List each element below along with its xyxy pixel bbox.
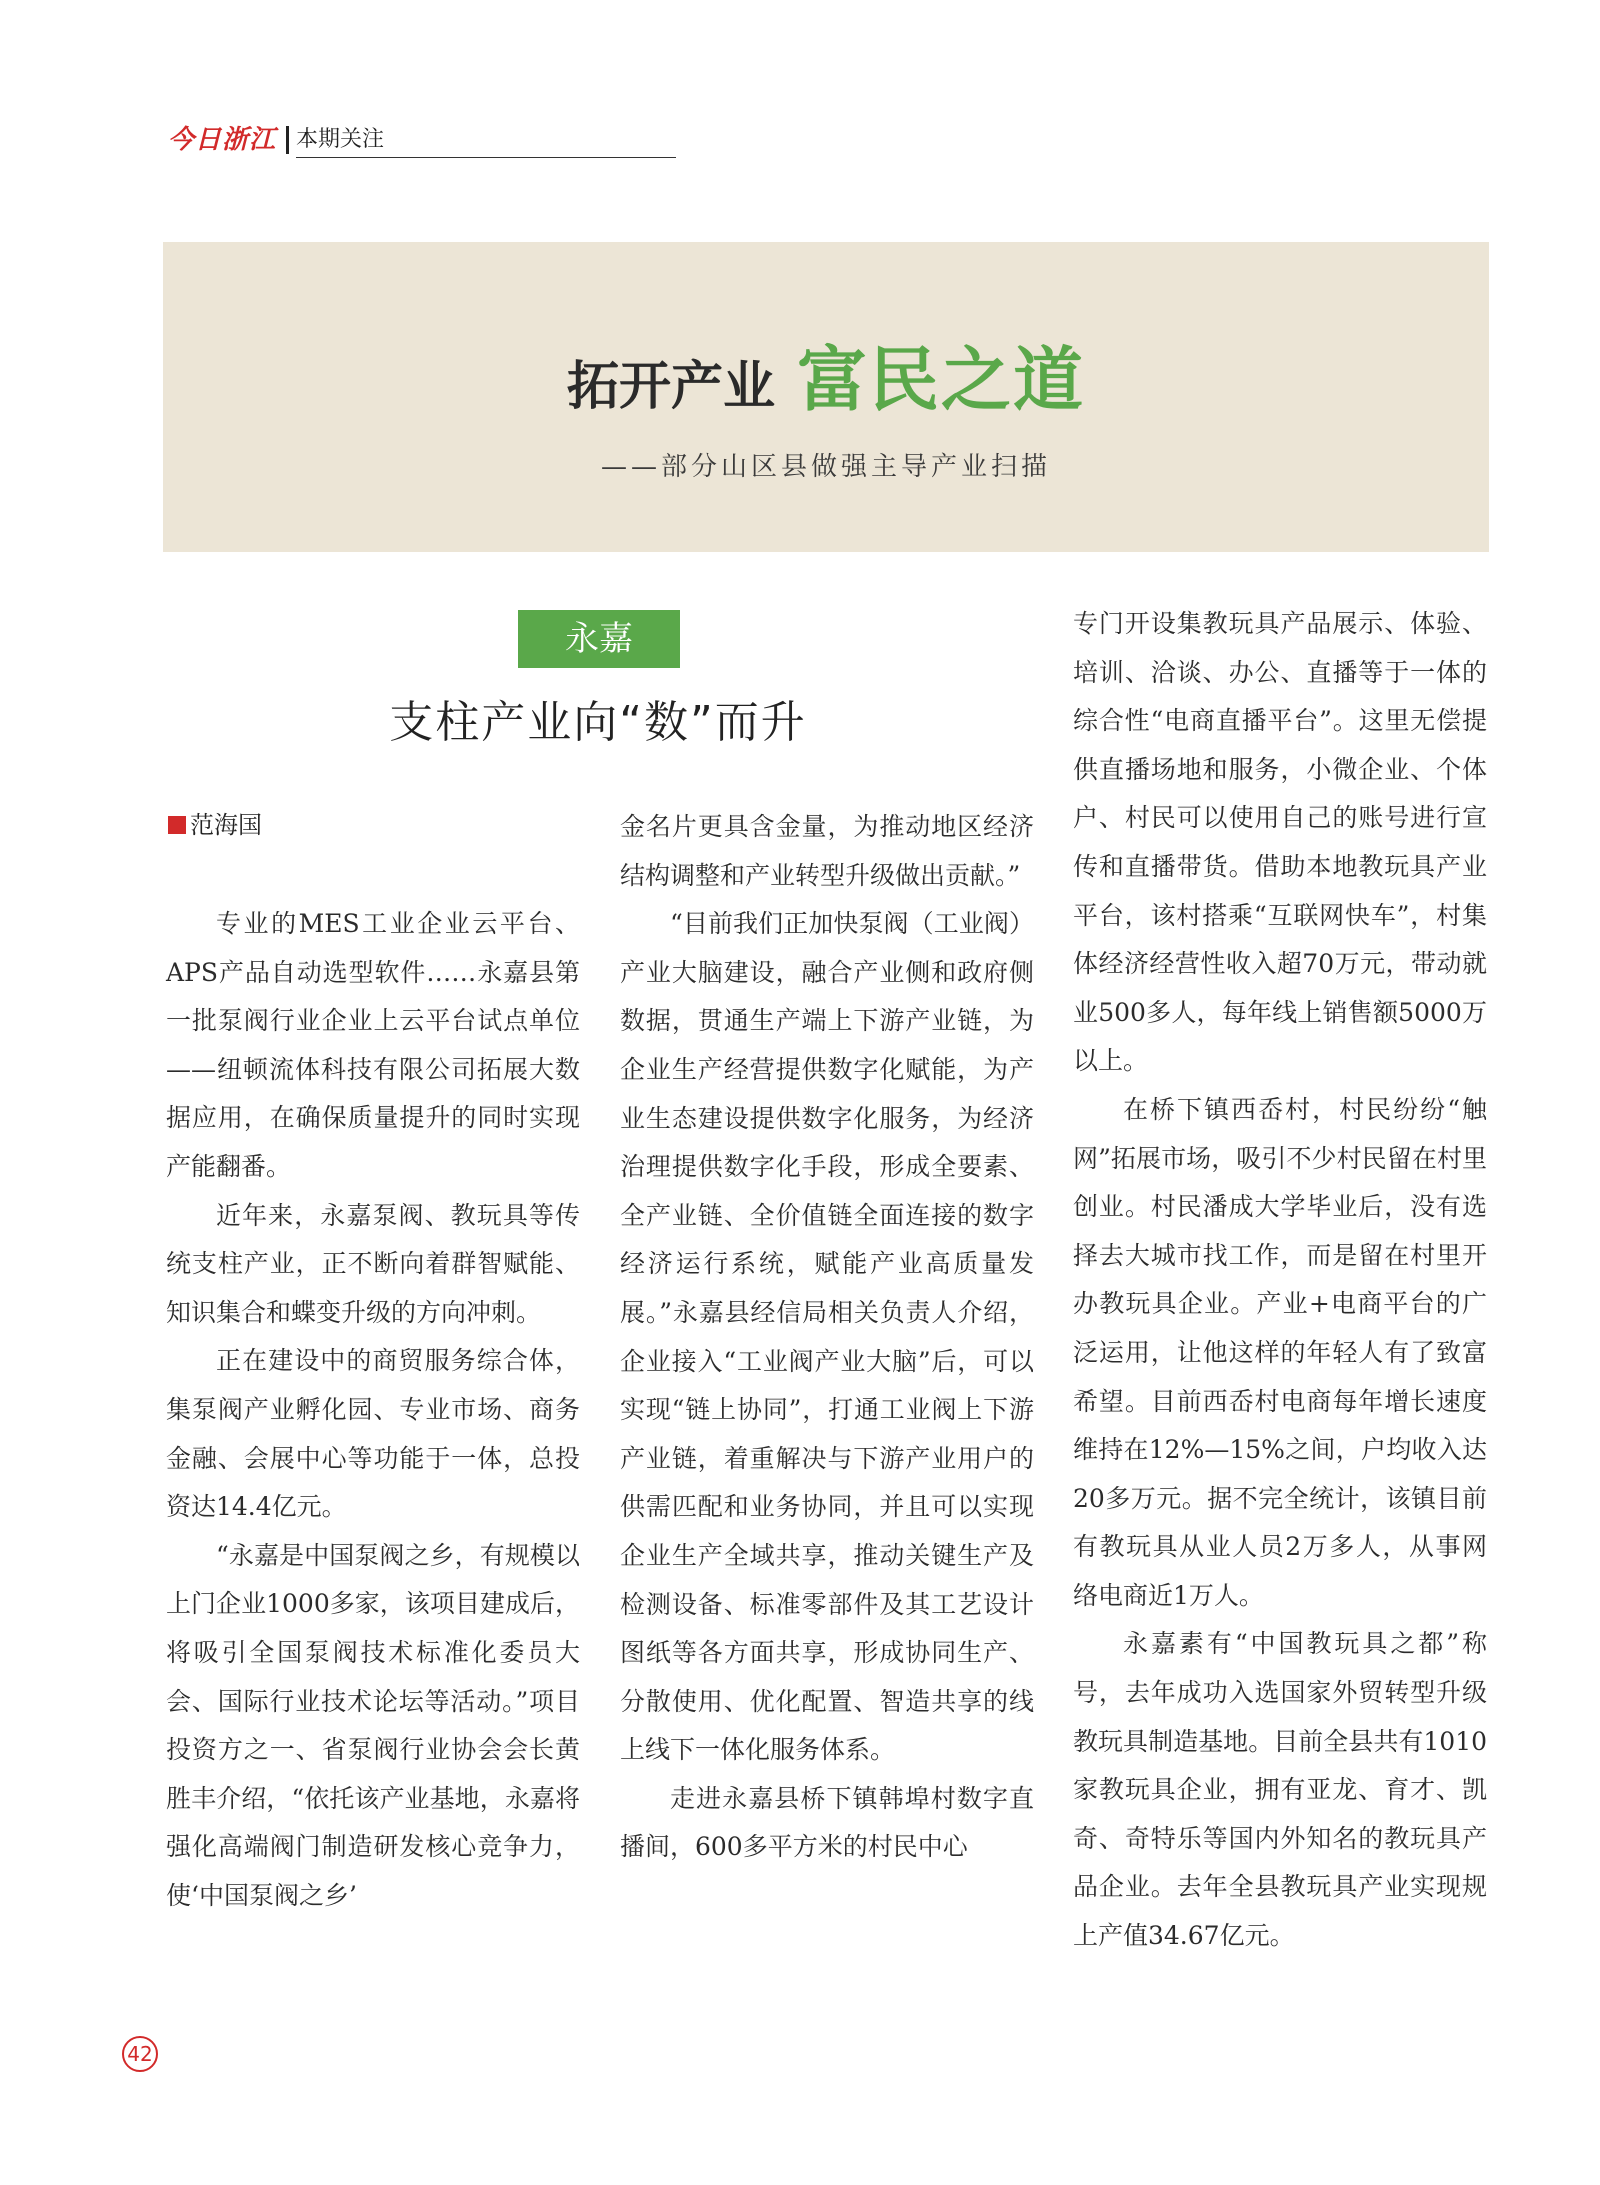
paragraph: 在桥下镇西岙村，村民纷纷“触网”拓展市场，吸引不少村民留在村里创业。村民潘成大学毕业后，没有选择去大城市找工作，而是留在村里开办教玩具企业。产业+电商平台的广泛运用，让他这样的年轻人有了致富希望。目前西岙村电商每年增长速度维持在12%—15%之间，户均收入达20多万元。据不完全统计，该镇目前有教玩具从业人员2万多人，从事网络电商近1万人。: [1073, 1094, 1487, 1610]
title-banner: [163, 242, 1489, 552]
paragraph: 专门开设集教玩具产品展示、体验、培训、洽谈、办公、直播等于一体的综合性“电商直播平台”。这里无偿提供直播场地和服务，小微企业、个体户、村民可以使用自己的账号进行宣传和直播带货。借助本地教玩具产业平台，该村搭乘“互联网快车”，村集体经济经营性收入超70万元，带动就业500多人，每年线上销售额5000万以上。: [1073, 609, 1487, 1076]
author-marker-icon: [168, 816, 186, 834]
paragraph: 正在建设中的商贸服务综合体，集泵阀产业孵化园、专业市场、商务金融、会展中心等功能于一体，总投资达14.4亿元。: [166, 1346, 580, 1522]
author-name: 范海国: [190, 811, 262, 839]
article-headline: 支柱产业向“数”而升: [389, 697, 807, 748]
paragraph: 走进永嘉县桥下镇韩埠村数字直播间，600多平方米的村民中心: [620, 1783, 1034, 1862]
region-tag: 永嘉: [518, 610, 680, 668]
author-byline: [168, 808, 262, 842]
banner-title-part2: 富民之道: [797, 339, 1085, 421]
banner-subtitle: ——部分山区县做强主导产业扫描: [600, 452, 1051, 482]
paragraph: 专业的MES工业企业云平台、APS产品自动选型软件……永嘉县第一批泵阀行业企业上云平台试点单位——纽顿流体科技有限公司拓展大数据应用，在确保质量提升的同时实现产能翻番。: [166, 909, 580, 1181]
text-column-1: [166, 900, 580, 1920]
text-column-2: [620, 803, 1034, 1872]
header-rule: [296, 157, 676, 158]
magazine-logo: 今日浙江: [168, 125, 277, 155]
header-separator: [286, 126, 289, 154]
paragraph: 近年来，永嘉泵阀、教玩具等传统支柱产业，正不断向着群智赋能、知识集合和蝶变升级的方向冲刺。: [166, 1200, 580, 1327]
paragraph: 金名片更具含金量，为推动地区经济结构调整和产业转型升级做出贡献。”: [620, 812, 1034, 890]
section-label: 本期关注: [296, 127, 385, 152]
paragraph: 永嘉素有“中国教玩具之都”称号，去年成功入选国家外贸转型升级教玩具制造基地。目前全县共有1010家教玩具企业，拥有亚龙、育才、凯奇、奇特乐等国内外知名的教玩具产品企业。去年全县教玩具产业实现规上产值34.67亿元。: [1073, 1629, 1487, 1951]
banner-title: [163, 324, 1489, 425]
text-column-3: [1073, 600, 1487, 1961]
banner-title-part1: 拓开产业: [566, 356, 775, 417]
page-number: 42: [122, 2036, 158, 2072]
paragraph: “永嘉是中国泵阀之乡，有规模以上门企业1000多家，该项目建成后，将吸引全国泵阀技术标准化委员大会、国际行业技术论坛等活动。”项目投资方之一、省泵阀行业协会会长黄胜丰介绍，“依托该产业基地，永嘉将强化高端阀门制造研发核心竞争力，使‘中国泵阀之乡’: [166, 1540, 580, 1910]
paragraph: “目前我们正加快泵阀（工业阀）产业大脑建设，融合产业侧和政府侧数据，贯通生产端上下游产业链，为企业生产经营提供数字化赋能，为产业生态建设提供数字化服务，为经济治理提供数字化手段，形成全要素、全产业链、全价值链全面连接的数字经济运行系统，赋能产业高质量发展。”永嘉县经信局相关负责人介绍，企业接入“工业阀产业大脑”后，可以实现“链上协同”，打通工业阀上下游产业链，着重解决与下游产业用户的供需匹配和业务协同，并且可以实现企业生产全域共享，推动关键生产及检测设备、标准零部件及其工艺设计图纸等各方面共享，形成协同生产、分散使用、优化配置、智造共享的线上线下一体化服务体系。: [620, 909, 1034, 1765]
page-header: [168, 124, 510, 158]
